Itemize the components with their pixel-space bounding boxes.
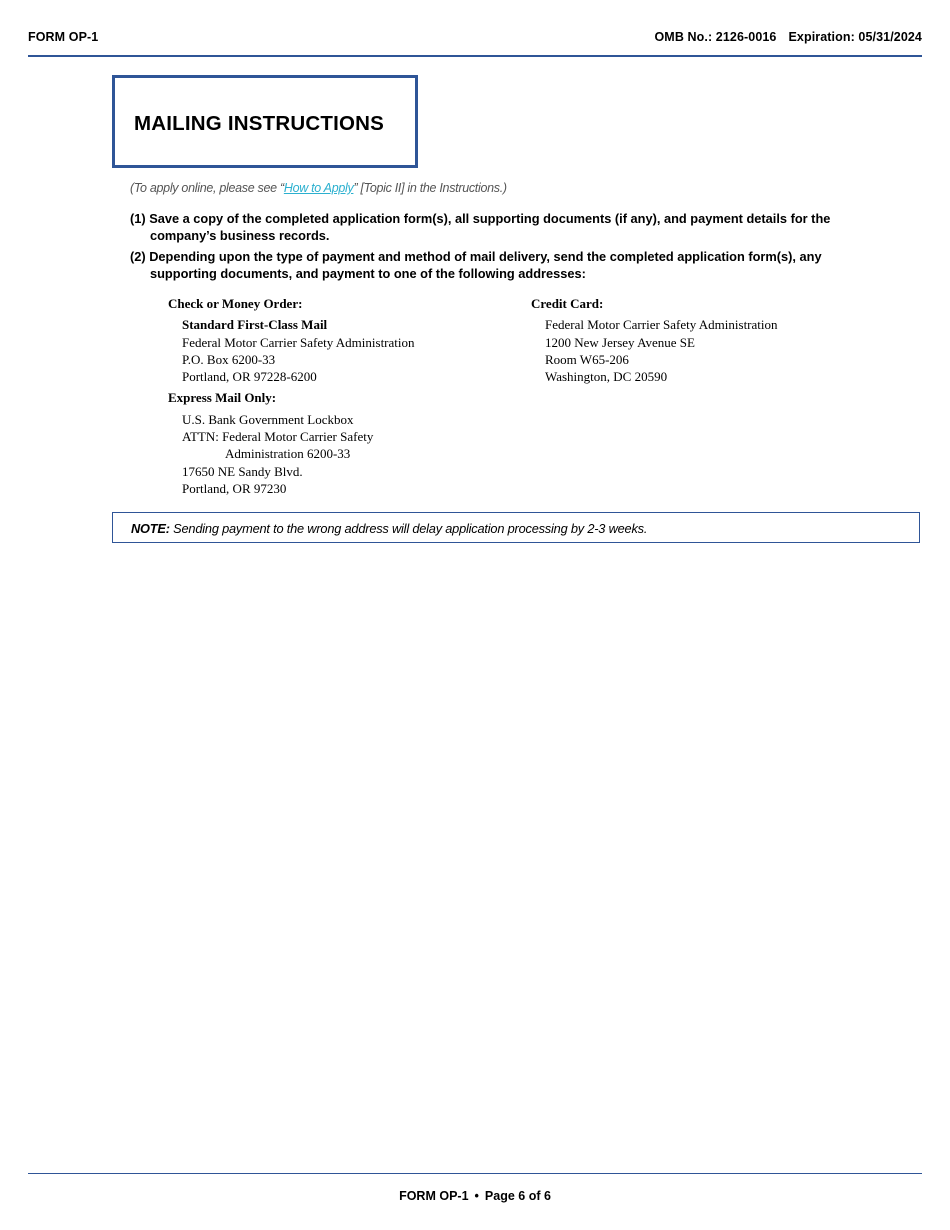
note-text (131, 521, 647, 536)
credit-card-address-line: 1200 New Jersey Avenue SE (545, 334, 695, 350)
step-1: (1) Save a copy of the completed application form(s), all supporting documents (if any), and payment details for the company’s business records. (130, 211, 831, 243)
section-title: MAILING INSTRUCTIONS (134, 112, 384, 135)
standard-address-line: Portland, OR 97228-6200 (182, 369, 317, 385)
check-money-order-heading: Check or Money Order: (168, 296, 303, 311)
section-title-box (112, 75, 418, 168)
footer-bullet: • (474, 1189, 479, 1203)
online-note-prefix: (To apply online, please see “ (130, 181, 284, 195)
online-apply-note (130, 181, 507, 195)
check-money-order-addresses (168, 295, 508, 497)
standard-address-line: Federal Motor Carrier Safety Administration (182, 334, 415, 350)
credit-card-address-line: Federal Motor Carrier Safety Administration (545, 317, 778, 333)
footer-form-id: FORM OP-1 (399, 1189, 469, 1203)
credit-card-heading: Credit Card: (531, 296, 604, 311)
instruction-steps (130, 210, 850, 286)
header-form-id: FORM OP-1 (28, 30, 99, 44)
express-address-line: Administration 6200-33 (225, 446, 351, 462)
step-2: (2) Depending upon the type of payment and method of mail delivery, send the completed application form(s), any supporting documents, and payment to one of the following addresses: (130, 249, 822, 281)
footer-divider (28, 1173, 922, 1174)
standard-mail-heading: Standard First-Class Mail (182, 317, 328, 333)
how-to-apply-link[interactable]: How to Apply (283, 181, 354, 195)
credit-card-address-line: Washington, DC 20590 (545, 369, 668, 385)
express-mail-heading: Express Mail Only: (168, 390, 277, 406)
expiration-date: Expiration: 05/31/2024 (788, 30, 922, 44)
credit-card-address (531, 295, 851, 385)
express-address-line: ATTN: Federal Motor Carrier Safety (182, 429, 374, 445)
credit-card-address-line: Room W65-206 (545, 351, 629, 367)
express-address-line: U.S. Bank Government Lockbox (182, 411, 354, 427)
online-note-suffix: ” [Topic II] in the Instructions.) (353, 181, 507, 195)
note-label: NOTE: (131, 521, 170, 536)
express-address-line: 17650 NE Sandy Blvd. (182, 463, 303, 479)
header-omb-info (654, 30, 922, 44)
standard-address-line: P.O. Box 6200-33 (182, 351, 276, 367)
page-footer (0, 1189, 950, 1203)
note-box (112, 512, 920, 543)
note-body: Sending payment to the wrong address will delay application processing by 2-3 weeks. (169, 521, 648, 536)
footer-page-number: Page 6 of 6 (484, 1189, 551, 1203)
omb-number: OMB No.: 2126-0016 (654, 30, 777, 44)
express-address-line: Portland, OR 97230 (182, 480, 287, 496)
header-divider (28, 55, 922, 57)
